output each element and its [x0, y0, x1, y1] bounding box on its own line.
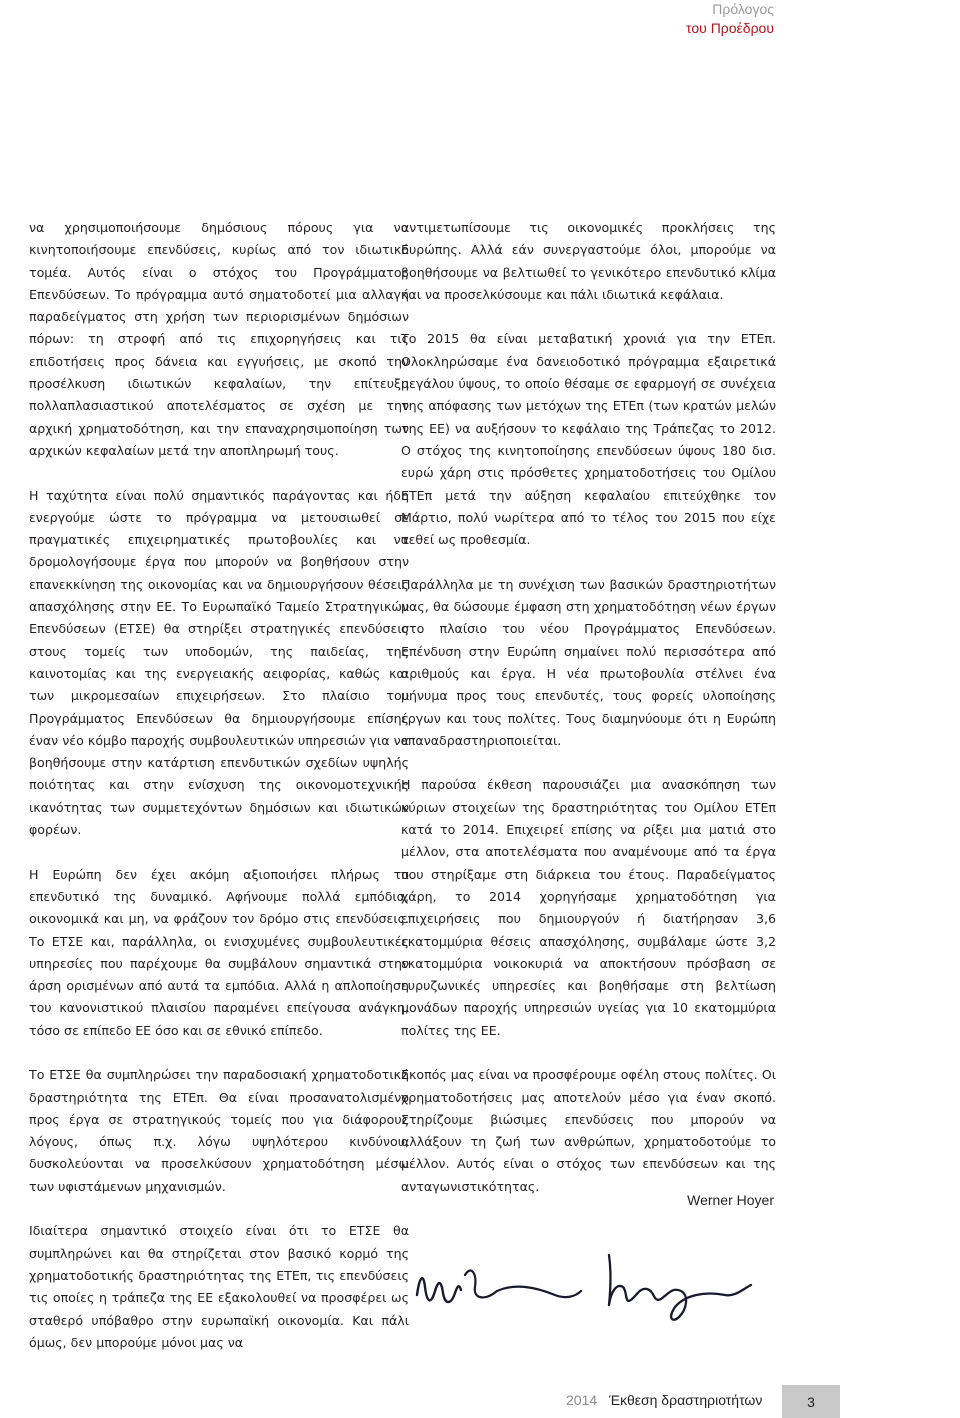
signer-name: Werner Hoyer	[687, 1192, 774, 1208]
footer	[566, 1390, 762, 1410]
paragraph: Το 2015 θα είναι μεταβατική χρονιά για την ΕΤΕπ. Ολοκληρώσαμε ένα δανειοδοτικό πρόγραμμα εξαιρετικά μεγάλου ύψους, το οποίο θέσαμε σε εφαρμογή σε συνέχεια της απόφασης των μετόχων της ΕΤΕπ (των κρατών μελών της ΕΕ) να αυξήσουν το κεφάλαιο της Τράπεζας το 2012. Ο στόχος της κινητοποίησης επενδύσεων ύψους 180 δισ. ευρώ χάρη στις πρόσθετες χρηματοδοτήσεις του Ομίλου ΕΤΕπ μετά την αύξηση κεφαλαίου επιτεύχθηκε τον Μάρτιο, πολύ νωρίτερα από το τέλος του 2015 που είχε τεθεί ως προθεσμία.	[401, 331, 776, 548]
paragraph: Παράλληλα με τη συνέχιση των βασικών δραστηριοτήτων μας, θα δώσουμε έμφαση στη χρηματοδότηση νέων έργων στο πλαίσιο του νέου Προγράμματος Επενδύσεων. Επένδυση στην Ευρώπη σημαίνει πολύ περισσότερα από αριθμούς και έργα. Η νέα πρωτοβουλία στέλνει ένα μήνυμα προς τους επενδυτές, τους φορείς υλοποίησης έργων και τους πολίτες. Τους διαμηνύουμε ότι η Ευρώπη επαναδραστηριοποιείται.	[401, 576, 776, 748]
page-number: 3	[782, 1385, 840, 1418]
left-column	[29, 217, 409, 1376]
header-line-2: του Προέδρου	[686, 20, 774, 36]
paragraph: Η Ευρώπη δεν έχει ακόμη αξιοποιήσει πλήρως το επενδυτικό της δυναμικό. Αφήνουμε πολλά εμπόδια, οικονομικά και μη, να φράζουν τον δρόμο στις επενδύσεις. Το ΕΤΣΕ και, παράλληλα, οι ενισχυμένες συμβουλευτικές υπηρεσίες που παρέχουμε θα συμβάλουν σημαντικά στην άρση ορισμένων από αυτά τα εμπόδια. Αλλά η απλοποίηση του κανονιστικού πλαισίου παραμένει επείγουσα ανάγκη, τόσο σε επίπεδο ΕΕ όσο και σε εθνικό επίπεδο.	[29, 866, 409, 1038]
paragraph: να χρησιμοποιήσουμε δημόσιους πόρους για να κινητοποιήσουμε επενδύσεις, κυρίως από τον ιδιωτικό τομέα. Αυτός είναι ο στόχος του Προγράμματος Επενδύσεων. Το πρόγραμμα αυτό σηματοδοτεί μια αλλαγή παραδείγματος στη χρήση των περιορισμένων δημόσιων πόρων: τη στροφή από τις επιχορηγήσεις και τις επιδοτήσεις προς δάνεια και εγγυήσεις, με σκοπό την προσέλκυση ιδιωτικών κεφαλαίων, την επίτευξη πολλαπλασιαστικού αποτελέσματος σε σχέση με την αρχική χρηματοδότηση, και την επαναχρησιμοποίηση των αρχικών κεφαλαίων μετά την αποπληρωμή τους.	[29, 220, 409, 458]
footer-year: 2014	[566, 1392, 598, 1408]
paragraph: Το ΕΤΣΕ θα συμπληρώσει την παραδοσιακή χρηματοδοτική δραστηριότητα της ΕΤΕπ. Θα είναι προσανατολισμένο προς έργα σε στρατηγικούς τομείς που για διάφορους λόγους, όπως π.χ. λόγω υψηλότερου κινδύνου, δυσκολεύονται να προσελκύσουν χρηματοδότηση μέσω των υφιστάμενων μηχανισμών.	[29, 1067, 409, 1194]
running-header	[686, 0, 774, 38]
handwritten-signature	[405, 1235, 765, 1330]
footer-title: Έκθεση δραστηριοτήτων	[609, 1392, 763, 1408]
paragraph: Ιδιαίτερα σημαντικό στοιχείο είναι ότι το ΕΤΣΕ θα συμπληρώνει και θα στηρίζεται στον βασικό κορμό της χρηματοδοτικής δραστηριότητας της ΕΤΕπ, τις επενδύσεις τις οποίες η τράπεζα της ΕΕ εξακολουθεί να προσφέρει ως σταθερό υπόβαθρο στην ευρωπαϊκή οικονομία. Και πάλι όμως, δεν μπορούμε μόνοι μας να	[29, 1223, 409, 1350]
right-column	[401, 217, 776, 1220]
header-line-1: Πρόλογος	[712, 1, 774, 17]
paragraph: Η ταχύτητα είναι πολύ σημαντικός παράγοντας και ήδη ενεργούμε ώστε το πρόγραμμα να μετουσιωθεί σε πραγματικές επιχειρηματικές πρωτοβουλίες και να δρομολογήσουμε έργα που μπορούν να βοηθήσουν στην επανεκκίνηση της οικονομίας και να δημιουργήσουν θέσεις απασχόλησης στην ΕΕ. Το Ευρωπαϊκό Ταμείο Στρατηγικών Επενδύσεων (ΕΤΣΕ) θα στηρίξει στρατηγικές επενδύσεις στους τομείς των υποδομών, της παιδείας, της καινοτομίας και της ενεργειακής αειφορίας, καθώς και των μικρομεσαίων επιχειρήσεων. Στο πλαίσιο του Προγράμματος Επενδύσεων θα δημιουργήσουμε επίσης έναν νέο κόμβο παροχής συμβουλευτικών υπηρεσιών για να βοηθήσουμε στην κατάρτιση επενδυτικών σχεδίων υψηλής ποιότητας και στην ενίσχυση της οικονομοτεχνικής ικανότητας των συμμετεχόντων δημόσιων και ιδιωτικών φορέων.	[29, 487, 409, 838]
paragraph: αντιμετωπίσουμε τις οικονομικές προκλήσεις της Ευρώπης. Αλλά εάν συνεργαστούμε όλοι, μπορούμε να βοηθήσουμε να βελτιωθεί το γενικότερο επενδυτικό κλίμα και να προσελκύσουμε και πάλι ιδιωτικά κεφάλαια.	[401, 220, 776, 302]
paragraph: Σκοπός μας είναι να προσφέρουμε οφέλη στους πολίτες. Οι χρηματοδοτήσεις μας αποτελούν μέσο για έναν σκοπό. Στηρίζουμε βιώσιμες επενδύσεις που μπορούν να αλλάξουν τη ζωή των ανθρώπων, χρηματοδοτούμε το μέλλον. Αυτός είναι ο στόχος των επενδύσεων και της ανταγωνιστικότητας.	[401, 1067, 776, 1194]
paragraph: Η παρούσα έκθεση παρουσιάζει μια ανασκόπηση των κύριων στοιχείων της δραστηριότητας του Ομίλου ΕΤΕπ κατά το 2014. Επιχειρεί επίσης να ρίξει μια ματιά στο μέλλον, στα αποτελέσματα που αναμένουμε από τα έργα που στηρίξαμε στη διάρκεια του έτους. Παραδείγματος χάρη, το 2014 χορηγήσαμε χρηματοδότηση για επιχειρήσεις που δημιουργούν ή διατήρησαν 3,6 εκατομμύρια θέσεις απασχόλησης, συμβάλαμε ώστε 3,2 εκατομμύρια νοικοκυριά να αποκτήσουν πρόσβαση σε ευρυζωνικές υπηρεσίες και βοηθήσαμε στη βελτίωση μονάδων παροχής υπηρεσιών υγείας για 10 εκατομμύρια πολίτες της ΕΕ.	[401, 777, 776, 1038]
